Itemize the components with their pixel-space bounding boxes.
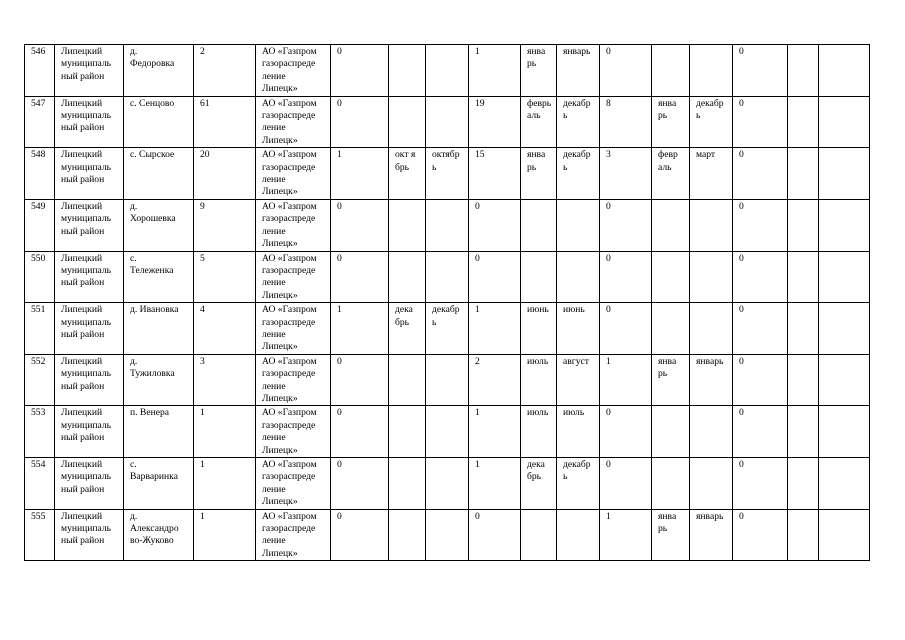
col9-cell: янва рь [521,45,557,97]
col14-cell: 0 [733,148,788,200]
organization-cell: АО «Газпром газораспреде ление Липецк» [256,406,331,458]
col15-cell [788,199,819,251]
settlement-cell: с. Тележенка [124,251,194,303]
table-row [25,354,870,406]
col11-cell: 1 [600,354,652,406]
col6-cell [389,199,426,251]
col6-cell [389,251,426,303]
col11-cell: 0 [600,406,652,458]
col6-cell [389,406,426,458]
settlement-cell: с. Сенцово [124,96,194,148]
col8-cell: 0 [469,199,521,251]
col14-cell: 0 [733,406,788,458]
count-cell: 3 [194,354,256,406]
settlement-cell: п. Венера [124,406,194,458]
district-cell: Липецкий муниципаль ный район [55,354,124,406]
col13-cell [690,45,733,97]
col7-cell [426,458,469,510]
organization-cell: АО «Газпром газораспреде ление Липецк» [256,303,331,355]
col15-cell [788,148,819,200]
col8-cell: 0 [469,509,521,561]
col7-cell [426,45,469,97]
row-number: 546 [25,45,55,97]
col7-cell [426,199,469,251]
row-number: 555 [25,509,55,561]
settlement-cell: д. Ивановка [124,303,194,355]
col8-cell: 1 [469,458,521,510]
col12-cell: янва рь [652,96,690,148]
col16-cell [819,96,870,148]
col7-cell [426,406,469,458]
col16-cell [819,303,870,355]
col5-cell: 1 [331,148,389,200]
organization-cell: АО «Газпром газораспреде ление Липецк» [256,45,331,97]
col15-cell [788,509,819,561]
col6-cell: окт я брь [389,148,426,200]
district-cell: Липецкий муниципаль ный район [55,509,124,561]
col12-cell [652,199,690,251]
col15-cell [788,354,819,406]
col8-cell: 1 [469,406,521,458]
col15-cell [788,96,819,148]
settlement-cell: д. Тужиловка [124,354,194,406]
settlement-cell: с. Сырское [124,148,194,200]
district-cell: Липецкий муниципаль ный район [55,96,124,148]
col11-cell: 1 [600,509,652,561]
count-cell: 5 [194,251,256,303]
col16-cell [819,148,870,200]
district-cell: Липецкий муниципаль ный район [55,251,124,303]
col5-cell: 0 [331,199,389,251]
table-row [25,199,870,251]
row-number: 550 [25,251,55,303]
table-row [25,251,870,303]
col12-cell: янва рь [652,509,690,561]
col10-cell: август [557,354,600,406]
col10-cell: июнь [557,303,600,355]
table-row [25,303,870,355]
col11-cell: 0 [600,199,652,251]
col13-cell [690,251,733,303]
district-cell: Липецкий муниципаль ный район [55,406,124,458]
col16-cell [819,406,870,458]
col13-cell [690,458,733,510]
col12-cell [652,251,690,303]
settlement-cell: с. Варваринка [124,458,194,510]
table-row [25,96,870,148]
col11-cell: 3 [600,148,652,200]
col12-cell [652,45,690,97]
row-number: 551 [25,303,55,355]
col8-cell: 1 [469,45,521,97]
col16-cell [819,45,870,97]
organization-cell: АО «Газпром газораспреде ление Липецк» [256,199,331,251]
col13-cell: декабр ь [690,96,733,148]
row-number: 549 [25,199,55,251]
table-row [25,148,870,200]
col5-cell: 0 [331,354,389,406]
col5-cell: 0 [331,96,389,148]
col9-cell [521,509,557,561]
col14-cell: 0 [733,458,788,510]
col12-cell [652,303,690,355]
col5-cell: 1 [331,303,389,355]
table-row [25,458,870,510]
col10-cell [557,199,600,251]
col7-cell [426,96,469,148]
settlement-cell: д. Федоровка [124,45,194,97]
organization-cell: АО «Газпром газораспреде ление Липецк» [256,148,331,200]
col6-cell [389,354,426,406]
col15-cell [788,406,819,458]
col9-cell: июнь [521,303,557,355]
district-cell: Липецкий муниципаль ный район [55,303,124,355]
col10-cell: декабр ь [557,458,600,510]
col9-cell [521,251,557,303]
col16-cell [819,458,870,510]
col8-cell: 1 [469,303,521,355]
col16-cell [819,509,870,561]
col10-cell [557,251,600,303]
col7-cell [426,251,469,303]
col14-cell: 0 [733,45,788,97]
col9-cell: июль [521,406,557,458]
col10-cell: декабр ь [557,148,600,200]
district-cell: Липецкий муниципаль ный район [55,199,124,251]
col10-cell: январь [557,45,600,97]
settlement-cell: д. Александро во-Жуково [124,509,194,561]
col11-cell: 0 [600,251,652,303]
col15-cell [788,303,819,355]
col13-cell [690,406,733,458]
district-cell: Липецкий муниципаль ный район [55,148,124,200]
col11-cell: 0 [600,45,652,97]
col6-cell [389,458,426,510]
organization-cell: АО «Газпром газораспреде ление Липецк» [256,251,331,303]
table-row [25,509,870,561]
col14-cell: 0 [733,251,788,303]
col14-cell: 0 [733,509,788,561]
col11-cell: 0 [600,458,652,510]
col15-cell [788,251,819,303]
row-number: 553 [25,406,55,458]
col6-cell [389,45,426,97]
col8-cell: 2 [469,354,521,406]
col15-cell [788,45,819,97]
count-cell: 1 [194,509,256,561]
col11-cell: 8 [600,96,652,148]
col13-cell: январь [690,509,733,561]
col12-cell [652,458,690,510]
col16-cell [819,199,870,251]
col5-cell: 0 [331,251,389,303]
count-cell: 4 [194,303,256,355]
col14-cell: 0 [733,303,788,355]
col13-cell [690,199,733,251]
organization-cell: АО «Газпром газораспреде ление Липецк» [256,354,331,406]
col5-cell: 0 [331,406,389,458]
col10-cell [557,509,600,561]
col5-cell: 0 [331,458,389,510]
col16-cell [819,251,870,303]
col13-cell: январь [690,354,733,406]
col12-cell: февр аль [652,148,690,200]
count-cell: 9 [194,199,256,251]
settlement-cell: д. Хорошевка [124,199,194,251]
col9-cell: июль [521,354,557,406]
count-cell: 2 [194,45,256,97]
col15-cell [788,458,819,510]
organization-cell: АО «Газпром газораспреде ление Липецк» [256,509,331,561]
col7-cell: декабр ь [426,303,469,355]
row-number: 554 [25,458,55,510]
data-table [24,44,870,561]
count-cell: 1 [194,458,256,510]
col6-cell: дека брь [389,303,426,355]
col7-cell [426,354,469,406]
col10-cell: июль [557,406,600,458]
organization-cell: АО «Газпром газораспреде ление Липецк» [256,458,331,510]
col12-cell: янва рь [652,354,690,406]
col5-cell: 0 [331,509,389,561]
table-row [25,406,870,458]
district-cell: Липецкий муниципаль ный район [55,45,124,97]
col8-cell: 19 [469,96,521,148]
organization-cell: АО «Газпром газораспреде ление Липецк» [256,96,331,148]
col10-cell: декабр ь [557,96,600,148]
row-number: 548 [25,148,55,200]
col12-cell [652,406,690,458]
col11-cell: 0 [600,303,652,355]
col7-cell [426,509,469,561]
col8-cell: 0 [469,251,521,303]
col13-cell: март [690,148,733,200]
col9-cell: дека брь [521,458,557,510]
count-cell: 20 [194,148,256,200]
col14-cell: 0 [733,199,788,251]
district-cell: Липецкий муниципаль ный район [55,458,124,510]
row-number: 547 [25,96,55,148]
col13-cell [690,303,733,355]
col16-cell [819,354,870,406]
col5-cell: 0 [331,45,389,97]
col9-cell [521,199,557,251]
col9-cell: феврь аль [521,96,557,148]
col14-cell: 0 [733,354,788,406]
table-row [25,45,870,97]
row-number: 552 [25,354,55,406]
col9-cell: янва рь [521,148,557,200]
col6-cell [389,96,426,148]
col14-cell: 0 [733,96,788,148]
col7-cell: октябр ь [426,148,469,200]
col8-cell: 15 [469,148,521,200]
count-cell: 1 [194,406,256,458]
count-cell: 61 [194,96,256,148]
col6-cell [389,509,426,561]
